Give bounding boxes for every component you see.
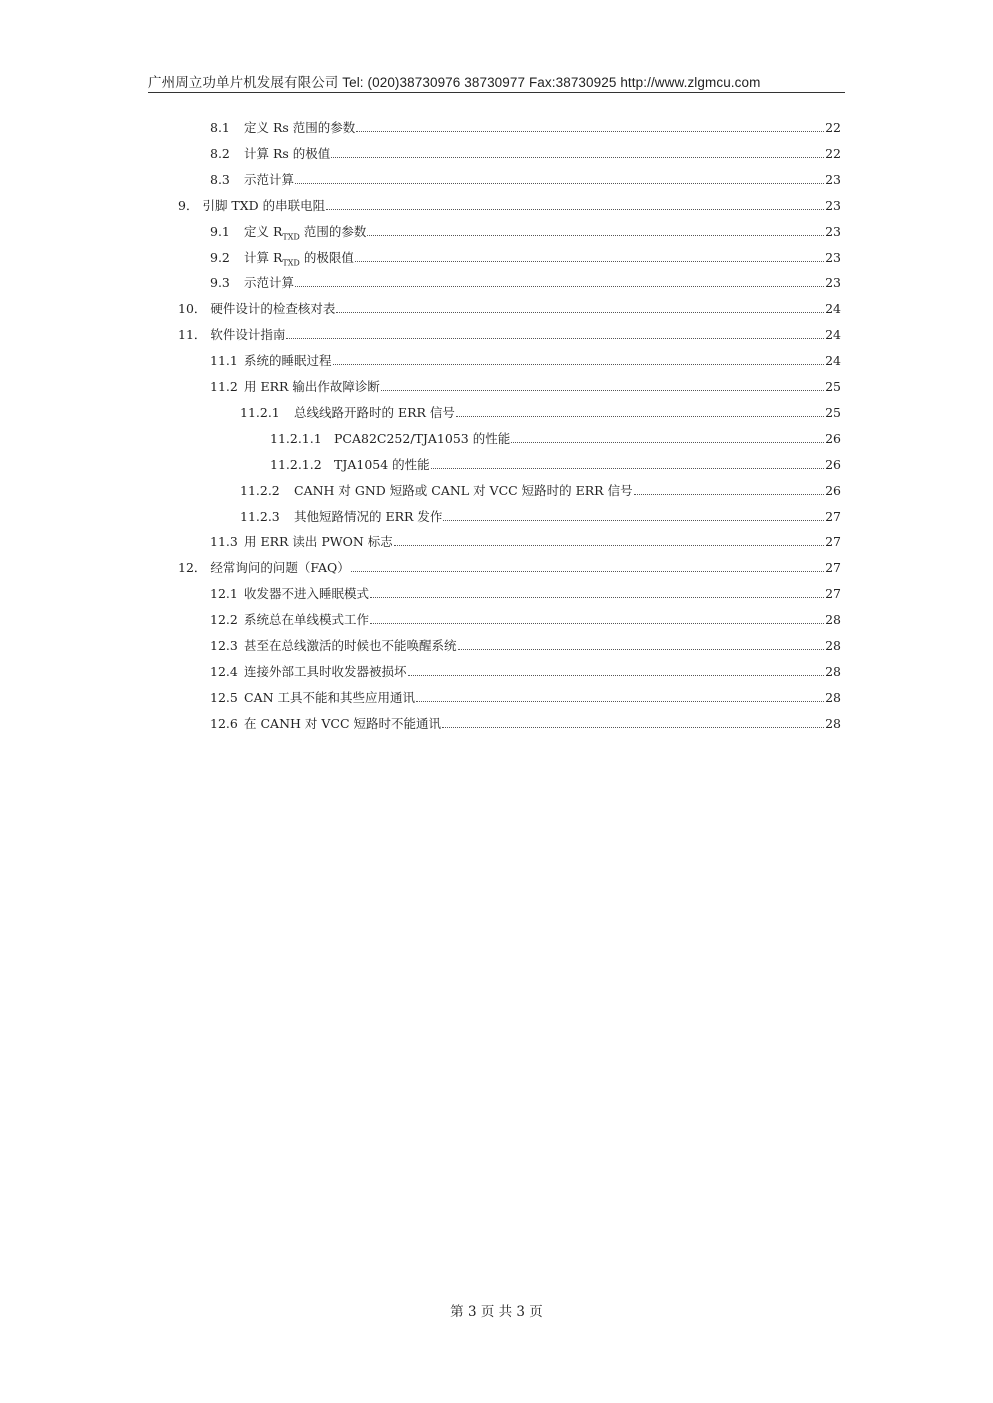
toc-leader-dots — [431, 457, 824, 469]
toc-entry[interactable] — [240, 482, 841, 500]
toc-entry[interactable] — [270, 430, 841, 448]
toc-leader-dots — [367, 224, 824, 236]
header-rule — [148, 92, 845, 93]
toc-leader-dots — [351, 560, 824, 572]
toc-entry-title-part: 范围的参数 — [299, 224, 367, 239]
toc-entry-title-part: 计算 R — [244, 250, 283, 265]
toc-entry-number: 9． — [178, 198, 199, 213]
toc-entry-page: 28 — [825, 612, 841, 627]
toc-entry-title: 示范计算 — [244, 275, 295, 290]
toc-entry[interactable] — [210, 274, 841, 292]
page-footer: 第 3 页 共 3 页 — [450, 1304, 543, 1320]
toc-leader-dots — [355, 250, 824, 262]
toc-entry[interactable] — [240, 508, 841, 526]
toc-entry-title-part: 定义 R — [244, 224, 283, 239]
toc-leader-dots — [456, 405, 824, 417]
toc-leader-dots — [336, 301, 824, 313]
toc-entry-number: 11.2.1.1 — [270, 431, 322, 446]
toc-entry-page: 28 — [825, 716, 841, 731]
toc-entry-number: 11.2.1 — [240, 405, 280, 420]
toc-entry-title: 引脚 TXD 的串联电阻 — [202, 198, 326, 213]
toc-entry-title — [244, 223, 366, 241]
toc-entry-page: 26 — [825, 431, 841, 446]
toc-entry-title: 硬件设计的检查核对表 — [210, 301, 336, 316]
toc-entry[interactable] — [240, 404, 841, 422]
toc-entry-number: 12.3 — [210, 638, 238, 653]
toc-entry-title: 系统的睡眠过程 — [244, 353, 332, 368]
toc-entry[interactable] — [210, 715, 841, 733]
toc-leader-dots — [511, 431, 824, 443]
toc-entry[interactable] — [178, 300, 841, 318]
toc-entry-page: 24 — [825, 301, 841, 316]
toc-leader-dots — [295, 172, 824, 184]
toc-entry-page: 22 — [825, 120, 841, 135]
page-header: 广州周立功单片机发展有限公司 Tel: (020)38730976 38730977 Fax:38730925 http://www.zlgmcu.com — [148, 75, 761, 90]
toc-leader-dots — [286, 327, 824, 339]
toc-entry-page: 25 — [825, 379, 841, 394]
toc-leader-dots — [394, 534, 824, 546]
toc-entry[interactable] — [178, 326, 841, 344]
toc-leader-dots — [443, 509, 824, 521]
toc-entry-page: 28 — [825, 690, 841, 705]
toc-leader-dots — [356, 120, 824, 132]
toc-entry[interactable] — [178, 197, 841, 215]
toc-entry-page: 28 — [825, 664, 841, 679]
toc-entry-title: 经常询问的问题（FAQ） — [210, 560, 350, 575]
toc-entry[interactable] — [210, 223, 841, 241]
toc-entry-title-subscript: TXD — [282, 232, 300, 242]
toc-entry[interactable] — [210, 611, 841, 629]
toc-entry[interactable] — [210, 378, 841, 396]
toc-entry-number: 11． — [178, 327, 207, 342]
toc-entry-title: 收发器不进入睡眠模式 — [244, 586, 370, 601]
toc-entry-number: 8.3 — [210, 172, 230, 187]
toc-leader-dots — [326, 198, 824, 210]
toc-entry-number: 11.3 — [210, 534, 238, 549]
toc-entry-number: 11.2.1.2 — [270, 457, 322, 472]
toc-entry-number: 11.1 — [210, 353, 238, 368]
toc-entry-title: 甚至在总线激活的时候也不能唤醒系统 — [244, 638, 457, 653]
toc-entry-number: 9.1 — [210, 224, 230, 239]
toc-entry-number: 11.2 — [210, 379, 238, 394]
toc-entry[interactable] — [210, 249, 841, 267]
toc-entry-title: 软件设计指南 — [210, 327, 286, 342]
toc-entry-page: 22 — [825, 146, 841, 161]
toc-entry[interactable] — [210, 171, 841, 189]
toc-entry-page: 23 — [825, 224, 841, 239]
toc-entry-title — [244, 249, 354, 267]
toc-entry-page: 27 — [825, 509, 841, 524]
toc-entry[interactable] — [210, 585, 841, 603]
toc-entry[interactable] — [270, 456, 841, 474]
toc-entry[interactable] — [210, 533, 841, 551]
toc-entry[interactable] — [210, 689, 841, 707]
toc-entry-page: 23 — [825, 275, 841, 290]
toc-entry-page: 23 — [825, 198, 841, 213]
toc-entry-page: 23 — [825, 250, 841, 265]
toc-entry-title: CAN 工具不能和其些应用通讯 — [244, 690, 416, 705]
toc-entry-page: 25 — [825, 405, 841, 420]
toc-leader-dots — [408, 664, 825, 676]
toc-entry-page: 24 — [825, 327, 841, 342]
toc-entry-title: 其他短路情况的 ERR 发作 — [294, 509, 443, 524]
toc-entry[interactable] — [210, 637, 841, 655]
toc-entry-title: 在 CANH 对 VCC 短路时不能通讯 — [244, 716, 441, 731]
toc-leader-dots — [634, 483, 825, 495]
toc-entry-page: 27 — [825, 586, 841, 601]
toc-entry-number: 9.3 — [210, 275, 230, 290]
toc-leader-dots — [295, 275, 824, 287]
toc-entry-number: 12． — [178, 560, 207, 575]
toc-entry-page: 28 — [825, 638, 841, 653]
toc-entry-title-subscript: TXD — [282, 258, 300, 268]
toc-entry-number: 9.2 — [210, 250, 230, 265]
toc-leader-dots — [370, 612, 824, 624]
toc-entry[interactable] — [210, 145, 841, 163]
toc-leader-dots — [458, 638, 825, 650]
toc-leader-dots — [416, 690, 824, 702]
toc-entry-number: 8.2 — [210, 146, 230, 161]
toc-entry-number: 12.4 — [210, 664, 238, 679]
toc-entry-title: 用 ERR 读出 PWON 标志 — [244, 534, 393, 549]
toc-entry-title: 示范计算 — [244, 172, 295, 187]
toc-entry[interactable] — [210, 352, 841, 370]
toc-entry-number: 12.2 — [210, 612, 238, 627]
toc-entry-number: 12.6 — [210, 716, 238, 731]
toc-entry-number: 12.5 — [210, 690, 238, 705]
toc-leader-dots — [442, 716, 824, 728]
toc-entry-number: 11.2.3 — [240, 509, 280, 524]
toc-entry-title: 用 ERR 输出作故障诊断 — [244, 379, 380, 394]
toc-entry-page: 26 — [825, 483, 841, 498]
toc-entry-title: 总线线路开路时的 ERR 信号 — [294, 405, 455, 420]
toc-entry-title: 系统总在单线模式工作 — [244, 612, 370, 627]
toc-entry-page: 27 — [825, 534, 841, 549]
toc-entry-page: 23 — [825, 172, 841, 187]
toc-entry-number: 11.2.2 — [240, 483, 280, 498]
toc-entry-page: 27 — [825, 560, 841, 575]
toc-entry[interactable] — [210, 663, 841, 681]
toc-leader-dots — [370, 586, 824, 598]
toc-entry-page: 24 — [825, 353, 841, 368]
toc-entry-title: TJA1054 的性能 — [334, 457, 430, 472]
toc-entry[interactable] — [178, 559, 841, 577]
toc-entry-title: 连接外部工具时收发器被损坏 — [244, 664, 407, 679]
toc-entry-title: CANH 对 GND 短路或 CANL 对 VCC 短路时的 ERR 信号 — [294, 483, 633, 498]
toc-leader-dots — [331, 146, 824, 158]
toc-entry-number: 8.1 — [210, 120, 230, 135]
toc-entry-number: 10． — [178, 301, 207, 316]
toc-entry-title: 定义 Rs 范围的参数 — [244, 120, 356, 135]
toc-entry[interactable] — [210, 119, 841, 137]
toc-entry-title: 计算 Rs 的极值 — [244, 146, 331, 161]
toc-leader-dots — [333, 353, 825, 365]
toc-leader-dots — [381, 379, 824, 391]
toc-entry-number: 12.1 — [210, 586, 238, 601]
toc-entry-title-part: 的极限值 — [299, 250, 354, 265]
toc-entry-page: 26 — [825, 457, 841, 472]
toc-entry-title: PCA82C252/TJA1053 的性能 — [334, 431, 511, 446]
